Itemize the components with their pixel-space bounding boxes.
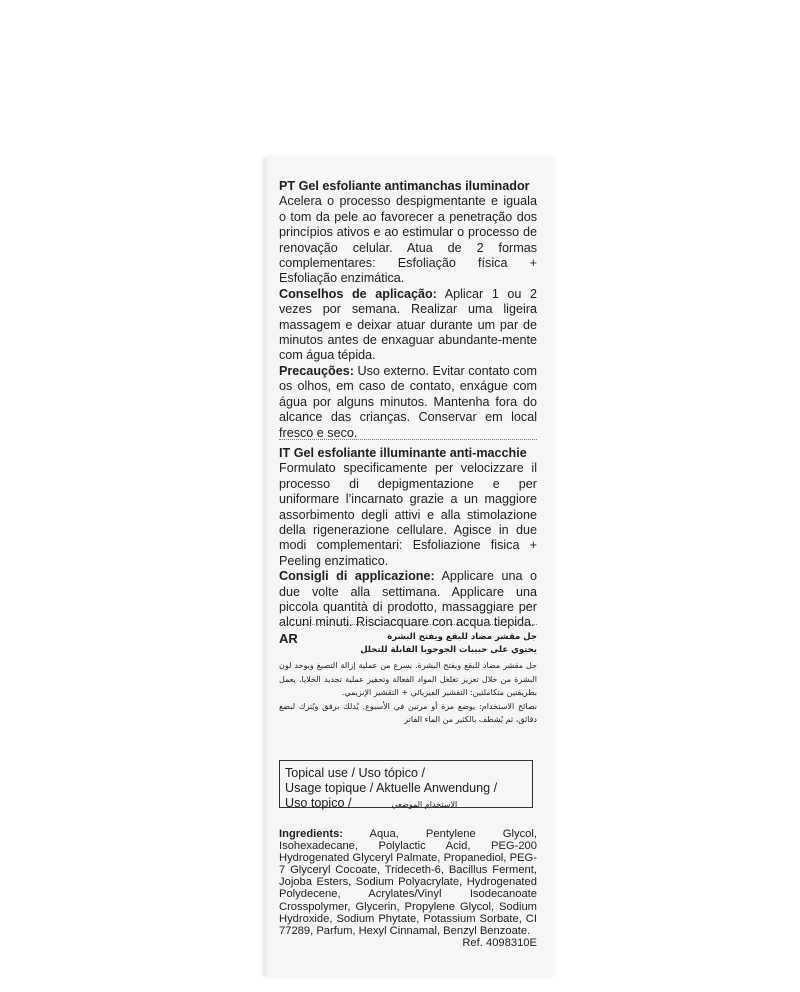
pt-precautions-label: Precauções: — [279, 363, 354, 378]
it-advice — [279, 569, 537, 631]
ar-title: جل مقشر مضاد للبقع ويفتح البشرة — [387, 632, 537, 642]
divider-pt-it — [279, 439, 537, 440]
ar-titles — [360, 631, 537, 657]
reference-code: Ref. 4098310E — [462, 936, 537, 949]
pt-description: Acelera o processo despigmentante e iguala o tom da pele ao favorecer a penetração dos princípios ativos e ao estimular o processo de renovação celular. Atua de 2 formas complementares: Esfoliação física + Esfoliação enzimática. — [279, 194, 537, 286]
it-lang-code: IT — [279, 446, 291, 460]
it-advice-text: Applicare una o due volte alla settimana. Applicare una piccola quantità di prodotto, massaggiare per alcuni minuti. Risciacquare con acqua tiepida. — [279, 569, 537, 630]
it-advice-label: Consigli di applicazione: — [279, 569, 435, 584]
pt-lang-code: PT — [279, 179, 296, 193]
topical-use-box — [279, 760, 533, 808]
ingredients-section — [279, 828, 537, 949]
ar-heading — [279, 631, 537, 657]
ar-description — [279, 659, 537, 727]
it-section — [279, 446, 537, 631]
it-description: Formulato specificamente per velocizzare il processo di depigmentazione e per uniformare l’incarnato grazie a un maggiore assorbimento degli attivi e alla stimolazione della rigenerazione cellulare. Agisce in due modi complementari: Esfoliazione fisica + Peeling enzimatico. — [279, 461, 537, 568]
topical-arabic: الاستخدام الموضعي — [391, 800, 458, 809]
ar-description-text: جل مقشر مضاد للبقع ويفتح البشرة. يسرع من عملية إزالة التصبغ ويوحد لون البشرة من خلال تعزيز تغلغل المواد الفعالة وتحفيز عملية تجديد الخلايا. يعمل بطريقتين متكاملتين: التقشير الفيزيائي + التقشير الإنزيمي. — [279, 661, 537, 697]
pt-section — [279, 179, 537, 441]
it-heading — [279, 446, 537, 461]
ingredients-list: Aqua, Pentylene Glycol, Isohexadecane, Polylactic Acid, PEG-200 Hydrogenated Glyceryl Palmate, Propanediol, PEG-7 Glyceryl Cocoate, Trideceth-6, Bacillus Ferment, Jojoba Esters, Sodium Polyacrylate, Hydrogenated Polydecene, Acrylates/Vinyl Isodecanoate Crosspolymer, Glycerin, Propylene Glycol, Sodium Hydroxide, Sodium Phytate, Potassium Sorbate, CI 77289, Parfum, Hexyl Cinnamal, Benzyl Benzoate. — [279, 828, 537, 937]
pt-advice-text: Aplicar 1 ou 2 vezes por semana. Realizar uma ligeira massagem e deixar atuar durante um par de minutos antes de enxaguar abundante-mente com água tépida. — [279, 286, 537, 363]
ingredients-text — [279, 828, 537, 937]
topical-line-2: Usage topique / Aktuelle Anwendung / — [285, 781, 498, 795]
pt-heading — [279, 179, 537, 194]
pt-precautions — [279, 364, 537, 441]
pt-title: Gel esfoliante antimanchas iluminador — [298, 179, 530, 193]
ar-subtitle: يحتوي على حبيبات الجوجوبا القابلة للتحلل — [360, 645, 537, 655]
pt-advice-label: Conselhos de aplicação: — [279, 286, 437, 301]
ar-section — [279, 631, 537, 727]
topical-line-3-row — [285, 796, 532, 812]
pt-precautions-text: Uso externo. Evitar contato com os olhos, em caso de contato, enxágue com água por alguns minutos. Mantenha fora do alcance das crianças. Conservar em local fresco e seco. — [279, 363, 537, 440]
pt-advice — [279, 287, 537, 364]
topical-line-1: Topical use / Uso tópico / — [285, 766, 426, 780]
ar-lang-code: AR — [279, 631, 298, 646]
it-title: Gel esfoliante illuminante anti-macchie — [293, 446, 527, 460]
divider-it-ar — [279, 624, 537, 625]
ingredients-label: Ingredients: — [279, 828, 344, 840]
ar-advice-text: نصائح الاستخدام: يوضع مرة أو مرتين في الأسبوع. يُدلك برفق ويُترك لبضع دقائق، ثم يُشطف بالكثير من الماء الفاتر — [279, 701, 537, 724]
topical-line-3: Uso topico / — [285, 796, 352, 810]
